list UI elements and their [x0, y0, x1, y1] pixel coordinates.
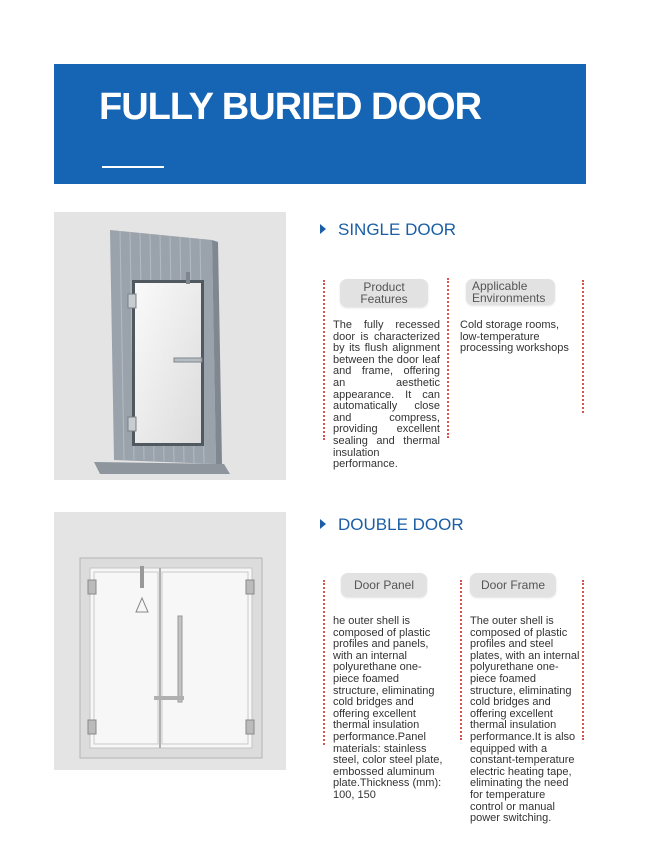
product-features-text: The fully recessed door is characterized by its flush alignment between the door leaf and frame, offering an aesthetic appearance. It can automatically close and compress, providing excellent sealing and thermal insulation performance.: [333, 319, 440, 471]
dotted-divider: [447, 278, 449, 438]
single-door-image: [54, 212, 286, 480]
double-door-title: DOUBLE DOOR: [338, 515, 464, 534]
dotted-divider: [582, 280, 584, 413]
double-door-heading: [320, 515, 464, 535]
double-door-illustration: [54, 512, 286, 770]
page-title: FULLY BURIED DOOR: [99, 86, 482, 128]
door-frame-text: The outer shell is composed of plastic profiles and steel plates, with an internal polyurethane one-piece foamed structure, eliminating cold bridges and offering excellent thermal insulation performance.It is also equipped with a constant-temperature electric heating tape, eliminating the need for temperature control or manual power switching.: [470, 615, 580, 825]
product-features-label: Product Features: [340, 279, 428, 307]
door-panel-text: he outer shell is composed of plastic profiles and panels, with an internal polyurethane one-piece foamed structure, eliminating cold bridges and offering excellent thermal insulation performance.Panel materials: stainless steel, color steel plate, embossed aluminum plate.Thickness (mm): 100, 150: [333, 615, 443, 801]
applicable-environments-label: Applicable Environments: [466, 279, 555, 305]
single-door-heading: [320, 220, 456, 240]
double-door-image: [54, 512, 286, 770]
triangle-bullet-icon: [320, 519, 326, 529]
title-underline: [102, 166, 164, 168]
applicable-environments-text: Cold storage rooms, low-temperature processing workshops: [460, 319, 569, 355]
door-panel-label: Door Panel: [341, 573, 427, 597]
single-door-title: SINGLE DOOR: [338, 220, 457, 239]
dotted-divider: [323, 280, 325, 440]
dotted-divider: [582, 580, 584, 740]
single-door-illustration: [54, 212, 286, 480]
dotted-divider: [323, 580, 325, 745]
triangle-bullet-icon: [320, 224, 326, 234]
door-frame-label: Door Frame: [470, 573, 556, 597]
dotted-divider: [460, 580, 462, 740]
title-banner: [54, 64, 586, 184]
